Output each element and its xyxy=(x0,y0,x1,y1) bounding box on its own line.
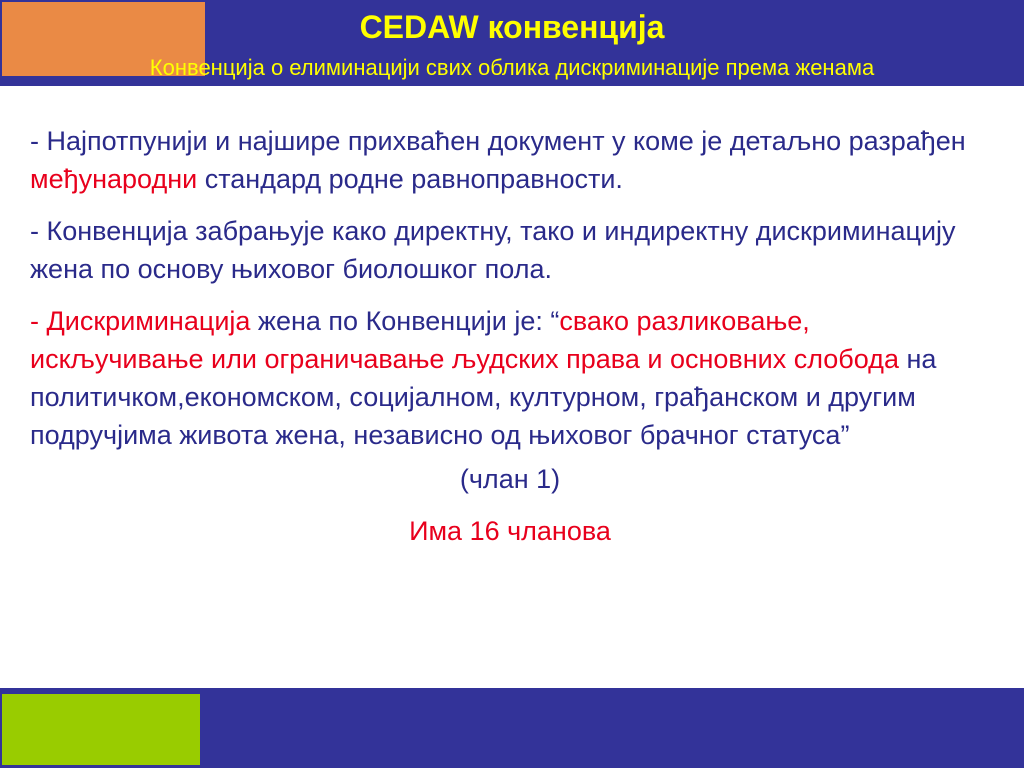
paragraph-1-text-a: - Најпотпунији и најшире прихваћен документ у коме је детаљно разрађен xyxy=(30,126,966,156)
slide-subtitle: Конвенција о елиминацији свих облика дискриминације према женама xyxy=(149,55,875,80)
article-reference: (члан 1) xyxy=(459,464,561,494)
article-count: Има 16 чланова xyxy=(409,516,611,546)
paragraph-2 xyxy=(30,212,990,288)
paragraph-2-text: - Конвенција забрањује како директну, тако и индиректну дискриминацију жена по основу њиховог биолошког пола. xyxy=(30,216,956,284)
paragraph-1 xyxy=(30,122,990,198)
header-divider xyxy=(0,86,1024,88)
slide-body xyxy=(30,122,990,564)
paragraph-3-text-b: на политичком,економском, социјалном, културном, грађанском и другим подручјима живота жена, независно од њиховог брачног статуса” xyxy=(30,344,937,450)
paragraph-3 xyxy=(30,302,990,454)
paragraph-3-text-a: жена по Конвенцији је: “ xyxy=(250,306,560,336)
slide-title: CEDAW конвенција xyxy=(359,9,665,45)
paragraph-3-dash: - xyxy=(30,306,47,336)
highlight-international: међународни xyxy=(30,164,198,194)
term-discrimination: Дискриминација xyxy=(46,306,251,336)
footer-green-block xyxy=(2,694,200,765)
paragraph-1-text-b: стандард родне равноправности. xyxy=(197,164,623,194)
definition-quote: свако разликовање, искључивање или ограничавање људских права и основних слобода xyxy=(30,306,899,374)
